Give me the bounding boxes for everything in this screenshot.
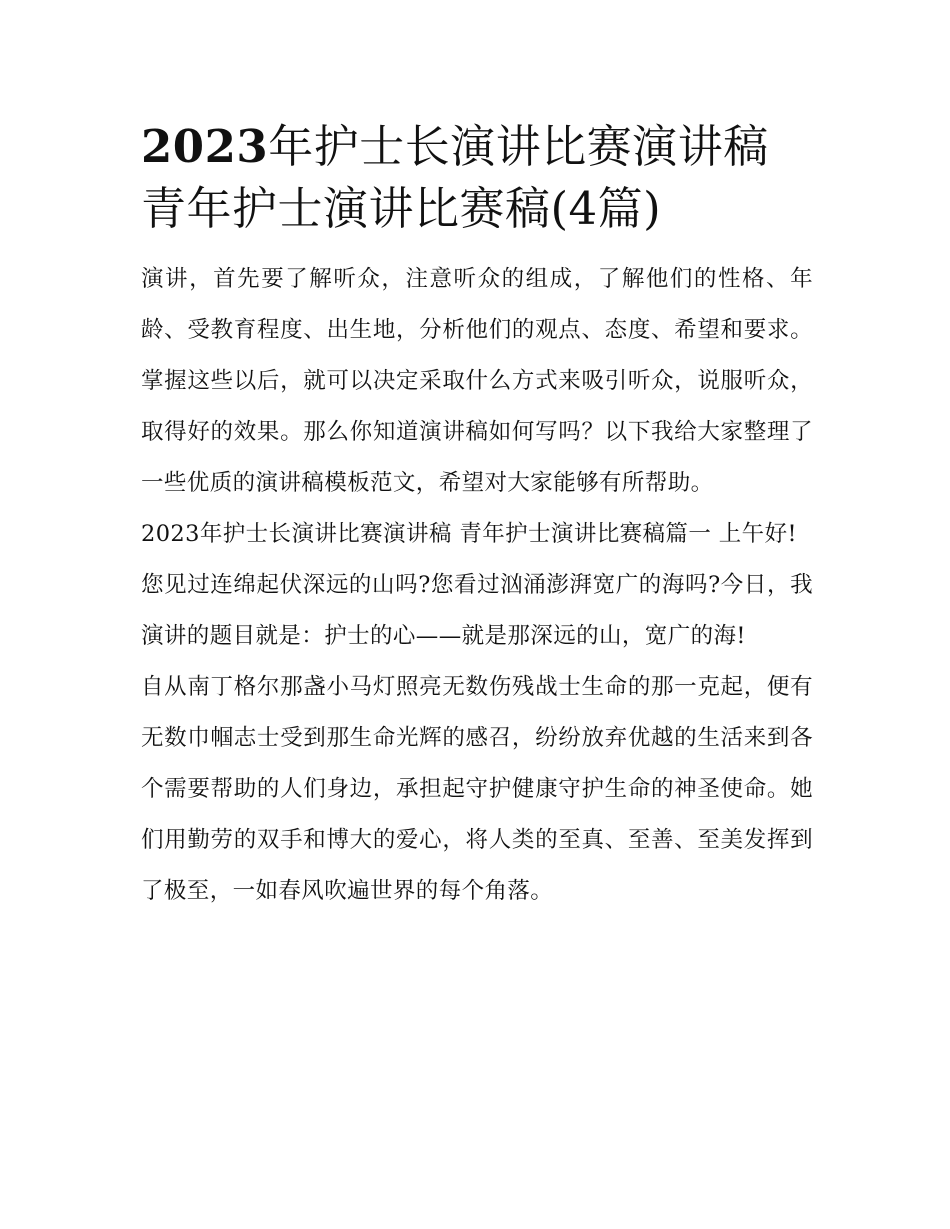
paragraph-intro: 演讲，首先要了解听众，注意听众的组成，了解他们的性格、年龄、受教育程度、出生地，分析他们的观点、态度、希望和要求。掌握这些以后，就可以决定采取什么方式来吸引听众，说服听众，取得好的效果。那么你知道演讲稿如何写吗？以下我给大家整理了一些优质的演讲稿模板范文，希望对大家能够有所帮助。 xyxy=(141,266,813,496)
title-line-1: 2023年护士长演讲比赛演讲稿 xyxy=(141,120,769,173)
paragraph-question: 您见过连绵起伏深远的山吗?您看过汹涌澎湃宽广的海吗?今日，我演讲的题目就是：护士的心——就是那深远的山，宽广的海! xyxy=(141,572,813,649)
paragraph-section-heading: 2023年护士长演讲比赛演讲稿 青年护士演讲比赛稿篇一 上午好! xyxy=(141,521,797,547)
title-line-2: 青年护士演讲比赛稿(4篇) xyxy=(141,182,662,235)
document-body xyxy=(141,116,813,917)
paragraph-nightingale: 自从南丁格尔那盏小马灯照亮无数伤残战士生命的那一克起，便有无数巾帼志士受到那生命光辉的感召，纷纷放弃优越的生活来到各个需要帮助的人们身边，承担起守护健康守护生命的神圣使命。她们用勤劳的双手和博大的爱心，将人类的至真、至善、至美发挥到了极至，一如春风吹遍世界的每个角落。 xyxy=(141,674,813,904)
document-title xyxy=(141,116,813,240)
title-year: 2023 xyxy=(141,120,269,173)
